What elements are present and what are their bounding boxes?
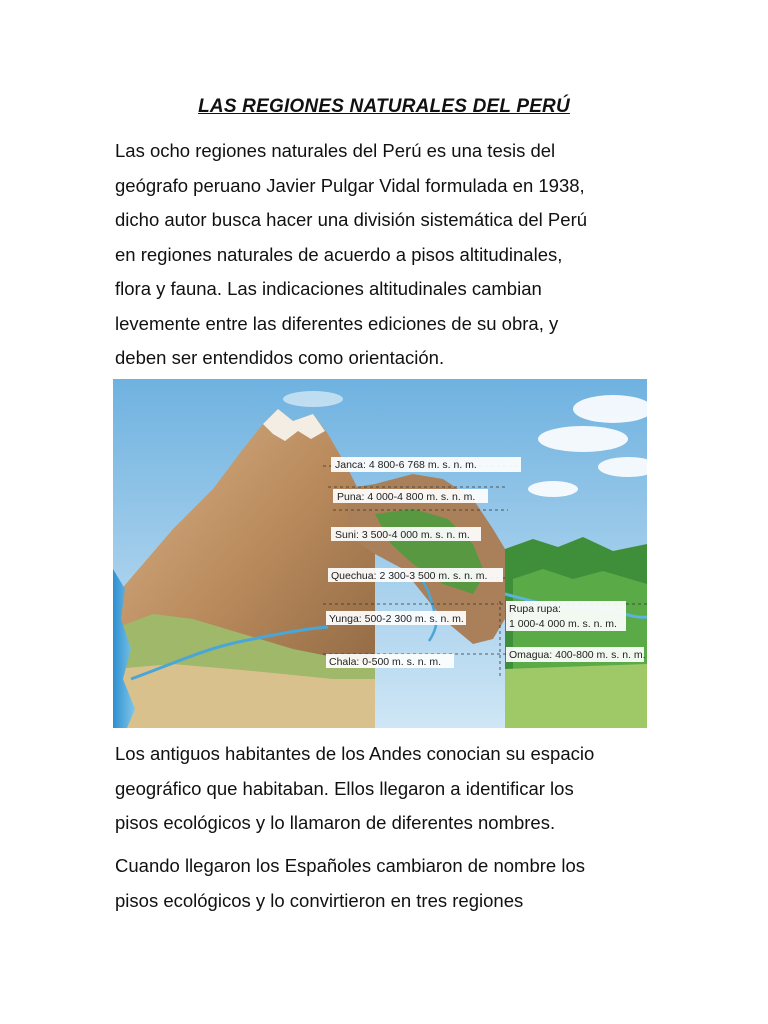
spaniards-paragraph: Cuando llegaron los Españoles cambiaron de nombre los pisos ecológicos y lo convirtieron en tres regiones [115, 855, 585, 911]
ancient-inhabitants-paragraph: Los antiguos habitantes de los Andes conocian su espacio geográfico que habitaban. Ellos llegaron a identificar los pisos ecológicos y lo llamaron de diferentes nombres. [115, 743, 595, 833]
label-omagua: Omagua: 400-800 m. s. n. m. [509, 649, 646, 661]
label-rupa-rupa-range: 1 000-4 000 m. s. n. m. [509, 618, 617, 630]
label-chala: Chala: 0-500 m. s. n. m. [329, 656, 442, 668]
label-puna: Puna: 4 000-4 800 m. s. n. m. [337, 491, 476, 503]
label-janca: Janca: 4 800-6 768 m. s. n. m. [335, 459, 477, 471]
label-quechua: Quechua: 2 300-3 500 m. s. n. m. [331, 570, 488, 582]
amazon-lowland [505, 664, 647, 728]
label-rupa-rupa-name: Rupa rupa: [509, 603, 561, 615]
label-yunga: Yunga: 500-2 300 m. s. n. m. [329, 613, 464, 625]
intro-paragraph: Las ocho regiones naturales del Perú es una tesis del geógrafo peruano Javier Pulgar Vidal formulada en 1938, dicho autor busca hacer una división sistemática del Perú en regiones naturales de acuerdo a pisos altitudinales, flora y fauna. Las indicaciones altitudinales cambian levemente entre las diferentes ediciones de su obra, y deben ser entendidos como orientación. [115, 140, 588, 368]
regions-illustration [113, 379, 647, 728]
label-suni: Suni: 3 500-4 000 m. s. n. m. [335, 529, 470, 541]
page-title: LAS REGIONES NATURALES DEL PERÚ [198, 96, 570, 117]
